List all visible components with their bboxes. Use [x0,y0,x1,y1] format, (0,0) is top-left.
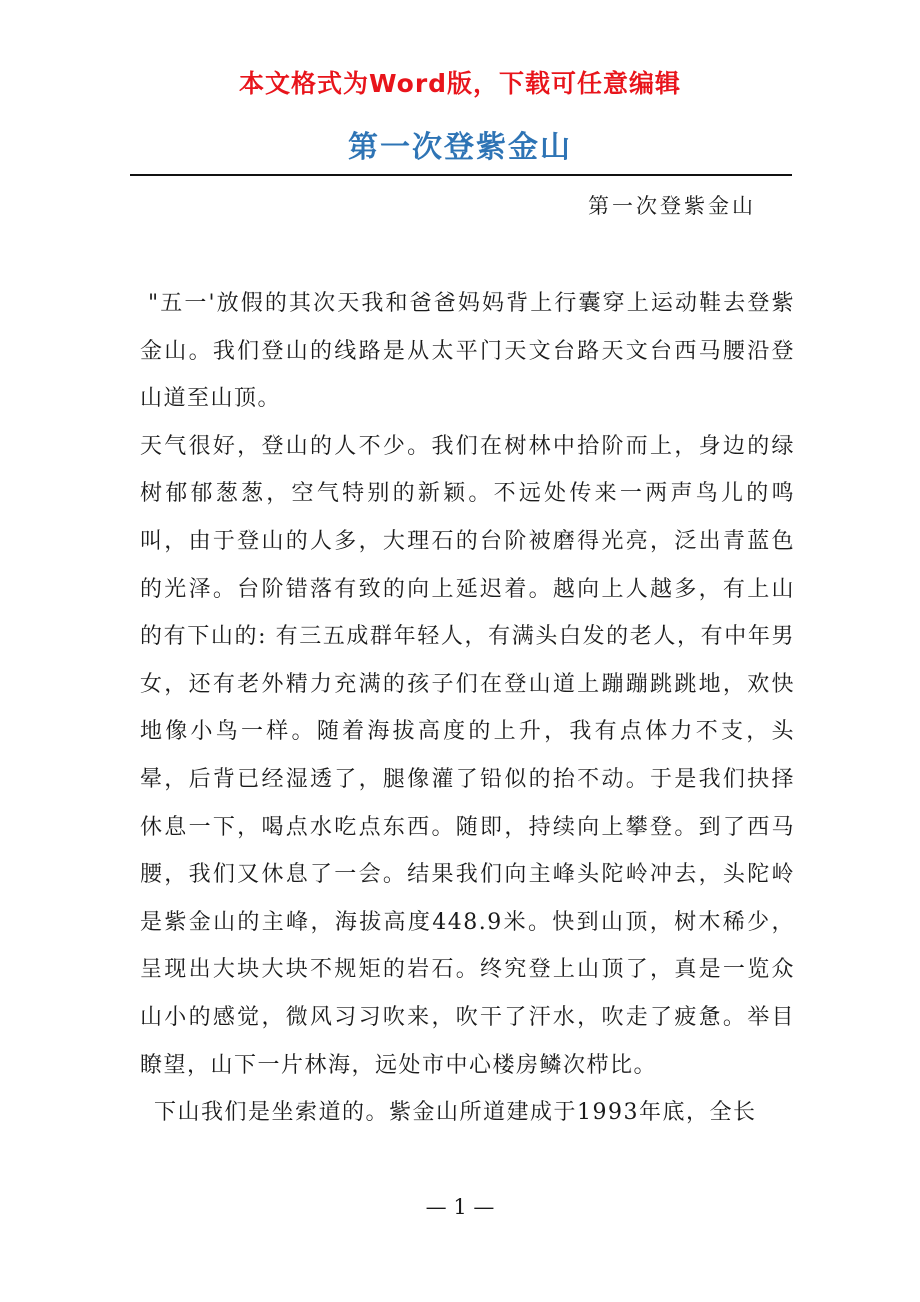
paragraph-1: "五一'放假的其次天我和爸爸妈妈背上行囊穿上运动鞋去登紫金山。我们登山的线路是从太平门天文台路天文台西马腰沿登山道至山顶。 [140,291,795,412]
article-subtitle: 第一次登紫金山 [588,194,756,218]
paragraph-2: 天气很好，登山的人不少。我们在树林中拾阶而上，身边的绿树郁郁葱葱，空气特别的新颖。不远处传来一两声鸟儿的鸣叫，由于登山的人多，大理石的台阶被磨得光亮，泛出青蓝色的光泽。台阶错落有致的向上延迟着。越向上人越多，有上山的有下山的: 有三五成群年轻人，有满头白发的老人，有中年男女，还有老外精力充满的孩子们在登山道上蹦蹦跳跳地，欢快地像小鸟一样。随着海拔高度的上升，我有点体力不支，头晕，后背已经湿透了，腿像灌了铅似的抬不动。于是我们抉择休息一下，喝点水吃点东西。随即，持续向上攀登。到了西马腰，我们又休息了一会。结果我们向主峰头陀岭冲去，头陀岭是紫金山的主峰，海拔高度448.9米。快到山顶，树木稀少，呈现出大块大块不规矩的岩石。终究登上山顶了，真是一览众山小的感觉，微风习习吹来，吹干了汗水，吹走了疲惫。举目瞭望，山下一片林海，远处市中心楼房鳞次栉比。 [140,433,795,1078]
document-title: 第一次登紫金山 [348,130,572,165]
article-body [140,280,795,1137]
page-number: — 1 — [425,1195,495,1219]
download-banner: 本文格式为Word版，下载可任意编辑 [238,69,682,98]
title-divider [130,174,792,176]
paragraph-3: 下山我们是坐索道的。紫金山所道建成于1993年底，全长 [154,1100,757,1126]
